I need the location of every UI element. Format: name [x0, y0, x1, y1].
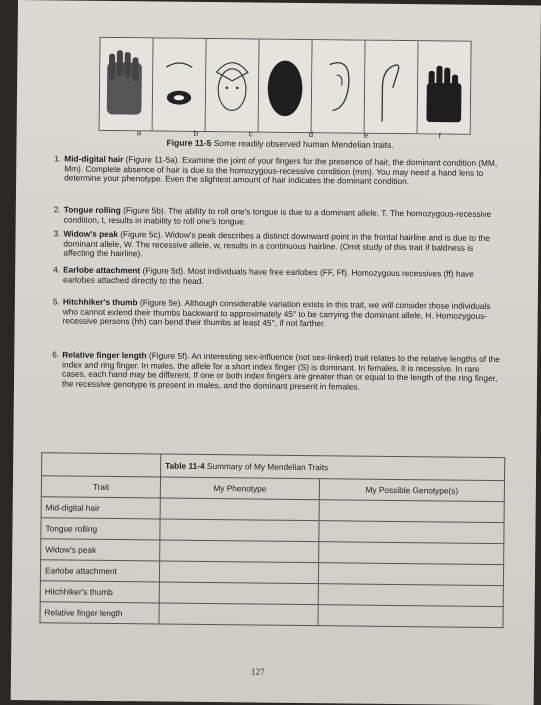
- table-title-label: Table 11-4: [165, 460, 205, 471]
- figure-caption-text: Some readily observed human Mendelian traits.: [211, 138, 394, 150]
- list-item-number: 1.: [54, 153, 62, 164]
- list-item-text: (Figure 5f). An interesting sex-influence (not sex-linked) trait relates to the relative lengths of the index and ring finger. In males, the allele for a short index finger (S) is dominant. In females, it is recessive. In rare cases, each hand may be different. If one or both index fingers are greater than or equal to the length of the ring finger, the recessive genotype is present in males, and the dominant present in females.: [61, 350, 500, 392]
- list-item-title: Tongue rolling: [63, 204, 121, 216]
- list-item-number: 5.: [52, 296, 60, 307]
- table-row: [40, 602, 503, 628]
- table-cell-trait: Mid-digital hair: [41, 497, 160, 519]
- figure-panel-dark-head: [259, 40, 313, 133]
- genotype-cell[interactable]: [318, 584, 503, 607]
- figure-caption: [166, 138, 393, 150]
- phenotype-cell[interactable]: [159, 582, 318, 605]
- document-page: [11, 0, 541, 705]
- figure-letter-d: d: [308, 130, 314, 140]
- list-item-text: (Figure 11-5a). Examine the joint of your fingers for the presence of hair, the dominant condition (MM, Mm). Complete absence of hair is due to the homozygous-recessive condition (mm). You may need a hand lens to determine your phenotype. Even the slightest amount of hair indicates the dominant condition.: [64, 154, 498, 187]
- list-item-title: Earlobe attachment: [63, 264, 141, 276]
- figure-panel-hitchhikers-thumb: [365, 41, 419, 134]
- page-number: 127: [250, 666, 265, 677]
- list-item: [52, 296, 503, 330]
- genotype-cell[interactable]: [318, 605, 503, 628]
- genotype-cell[interactable]: [319, 542, 504, 565]
- figure-11-5-strip: [99, 37, 472, 138]
- figure-panel-tongue-rolling: [153, 38, 207, 131]
- phenotype-cell[interactable]: [160, 519, 319, 542]
- phenotype-cell[interactable]: [160, 498, 319, 521]
- figure-panel-widows-peak: [206, 39, 260, 132]
- list-item: [53, 264, 503, 289]
- figure-letter-e: e: [363, 130, 369, 140]
- genotype-cell[interactable]: [319, 521, 504, 544]
- list-item-title: Hitchhiker's thumb: [62, 296, 138, 308]
- table-cell-trait: Widow's peak: [41, 539, 160, 561]
- list-item-text: (Figure 5d). Most individuals have free earlobes (FF, Ff). Homozygous recessives (ff) have earlobes attached directly to the head.: [63, 265, 474, 286]
- phenotype-cell[interactable]: [160, 540, 319, 563]
- figure-letter-c: c: [248, 129, 253, 139]
- table-cell-trait: Hitchhiker's thumb: [40, 581, 159, 603]
- list-item-text: (Figure 5b). The ability to roll one's tongue is due to a dominant allele, T. The homozygous-recessive condition, t, results in inability to roll one's tongue.: [63, 205, 492, 226]
- mendelian-traits-table: [39, 452, 505, 628]
- list-item-title: Widow's peak: [63, 228, 119, 240]
- list-item-title: Mid-digital hair: [64, 153, 124, 165]
- figure-panel-relative-finger-length: [418, 41, 471, 134]
- genotype-cell[interactable]: [319, 500, 504, 523]
- list-item: [53, 204, 504, 229]
- figure-panel-earlobe: [312, 40, 366, 133]
- table-header-phenotype: My Phenotype: [160, 477, 319, 500]
- list-item-number: 2.: [53, 204, 61, 215]
- table-cell-trait: Tongue rolling: [41, 518, 160, 540]
- figure-letter-b: b: [193, 128, 199, 138]
- list-item-title: Relative finger length: [62, 349, 147, 361]
- figure-panel-mid-digital-hair: [100, 38, 154, 131]
- table-cell-trait: Earlobe attachment: [40, 560, 159, 582]
- list-item: [54, 153, 504, 187]
- list-item-number: 3.: [53, 228, 61, 239]
- list-item-text: (Figure 5e). Although considerable variation exists in this trait, we will consider those individuals who cannot extend their thumbs backward to approximately 45° to be carrying the dominant allele, H. Homozygous-recessive persons (hh) can bend their thumbs at least 45°, if not farther.: [62, 297, 491, 329]
- list-item-number: 6.: [52, 349, 60, 360]
- phenotype-cell[interactable]: [159, 561, 318, 584]
- figure-caption-label: Figure 11-5: [166, 137, 212, 149]
- list-item-text: (Figure 5c). Widow's peak describes a distinct downward point in the frontal hairline and is due to the dominant allele, W. The recessive allele, w, results in a continuous hairline. (Omit study of this trait if baldness is affecting the hairline).: [63, 229, 490, 259]
- table-header-genotype: My Possible Genotype(s): [319, 479, 504, 502]
- table-title-text: Summary of My Mendelian Traits: [204, 460, 329, 473]
- figure-letter-a: a: [136, 128, 142, 138]
- figure-letter-f: f: [438, 131, 441, 141]
- phenotype-cell[interactable]: [159, 603, 318, 626]
- table-header-trait: Trait: [41, 476, 160, 498]
- genotype-cell[interactable]: [318, 563, 503, 586]
- list-item-number: 4.: [53, 264, 61, 275]
- table-cell-trait: Relative finger length: [40, 602, 159, 624]
- list-item: [52, 349, 502, 393]
- list-item: [53, 228, 503, 262]
